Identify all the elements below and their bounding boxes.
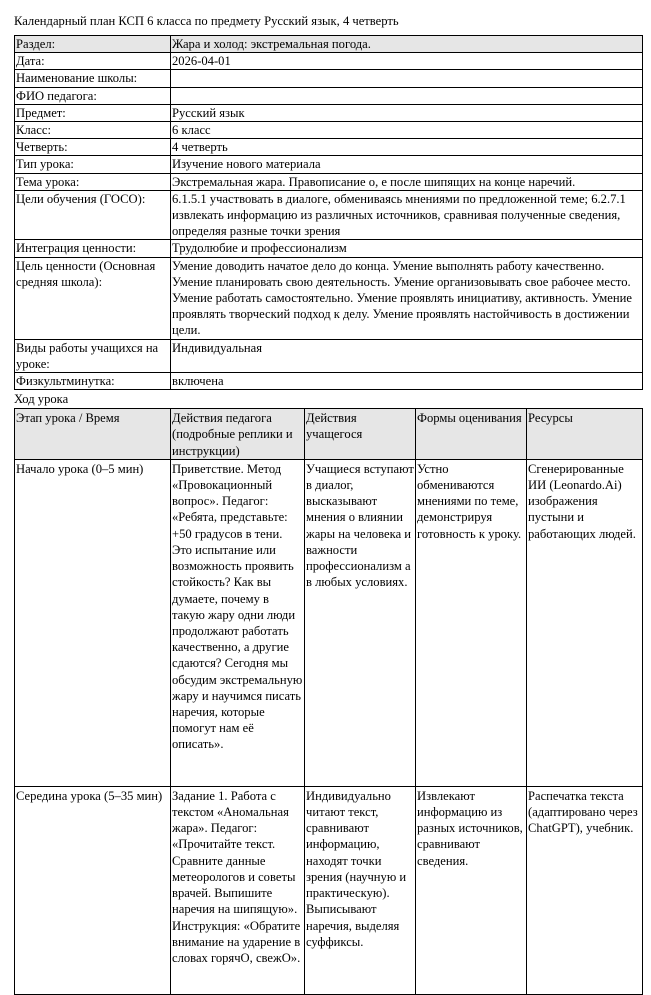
teacher-actions-cell: Задание 1. Работа с текстом «Аномальная жара». Педагог: «Прочитайте текст. Сравните данные метеорологов и советы врачей. Выпишите наречия на шипящую». Инструкция: «Обратите внимание на ударение в словах горячО, свежО». — [171, 786, 305, 994]
info-value — [171, 87, 643, 104]
info-value: Индивидуальная — [171, 339, 643, 372]
info-value: включена — [171, 373, 643, 390]
info-row-lesson-type — [15, 156, 643, 173]
lesson-flow-table — [14, 408, 643, 995]
info-label: Четверть: — [15, 139, 171, 156]
info-row-work-types — [15, 339, 643, 372]
info-label: Раздел: — [15, 36, 171, 53]
assessment-cell: Извлекают информацию из разных источников, сравнивают сведения. — [416, 786, 527, 994]
lesson-row-start — [15, 459, 643, 786]
lesson-header-row — [15, 409, 643, 460]
info-value: Умение доводить начатое дело до конца. Умение выполнять работу качественно. Умение планировать свою деятельность. Умение организовывать свое рабочее место. Умение работать самостоятельно. Умение проявлять инициативу, активность. Умение проявлять творческий подход к делу. Умение проявлять настойчивость в достижении цели. — [171, 257, 643, 339]
info-row-learning-goals — [15, 190, 643, 240]
lesson-row-middle — [15, 786, 643, 994]
info-label: Цели обучения (ГОСО): — [15, 190, 171, 240]
info-value: 4 четверть — [171, 139, 643, 156]
info-label: Цель ценности (Основная средняя школа): — [15, 257, 171, 339]
header-teacher-actions: Действия педагога (подробные реплики и инструкции) — [171, 409, 305, 460]
lesson-info-table — [14, 35, 643, 390]
info-label: Наименование школы: — [15, 70, 171, 87]
resources-cell: Сгенерированные ИИ (Leonardo.Ai) изображения пустыни и работающих людей. — [527, 459, 643, 786]
info-row-grade — [15, 122, 643, 139]
info-value: Русский язык — [171, 104, 643, 121]
header-stage: Этап урока / Время — [15, 409, 171, 460]
info-label: Интеграция ценности: — [15, 240, 171, 257]
student-actions-cell: Индивидуально читают текст, сравнивают информацию, находят точки зрения (научную и практическую). Выписывают наречия, выделяя суффиксы. — [305, 786, 416, 994]
info-value: 6 класс — [171, 122, 643, 139]
info-label: Дата: — [15, 53, 171, 70]
info-row-school — [15, 70, 643, 87]
info-value: 6.1.5.1 участвовать в диалоге, обмениваясь мнениями по предложенной теме; 6.2.7.1 извлекать информацию из различных источников, сравнивая полученные сведения, определяя разные точки зрения — [171, 190, 643, 240]
info-value — [171, 70, 643, 87]
info-row-date — [15, 53, 643, 70]
header-assessment: Формы оценивания — [416, 409, 527, 460]
info-value: Изучение нового материала — [171, 156, 643, 173]
stage-cell: Начало урока (0–5 мин) — [15, 459, 171, 786]
info-row-topic — [15, 173, 643, 190]
info-label: Предмет: — [15, 104, 171, 121]
info-row-subject — [15, 104, 643, 121]
info-row-teacher-name — [15, 87, 643, 104]
lesson-flow-heading: Ход урока — [14, 392, 69, 407]
document-title: Календарный план КСП 6 класса по предмету Русский язык, 4 четверть — [14, 14, 399, 28]
info-label: Класс: — [15, 122, 171, 139]
info-row-quarter — [15, 139, 643, 156]
info-label: ФИО педагога: — [15, 87, 171, 104]
assessment-cell: Устно обмениваются мнениями по теме, демонстрируя готовность к уроку. — [416, 459, 527, 786]
info-value: Трудолюбие и профессионализм — [171, 240, 643, 257]
header-resources: Ресурсы — [527, 409, 643, 460]
info-row-section — [15, 36, 643, 53]
info-value: Экстремальная жара. Правописание о, е после шипящих на конце наречий. — [171, 173, 643, 190]
document-page — [14, 10, 642, 995]
info-row-value-integration — [15, 240, 643, 257]
resources-cell: Распечатка текста (адаптировано через ChatGPT), учебник. — [527, 786, 643, 994]
info-value: 2026-04-01 — [171, 53, 643, 70]
info-value: Жара и холод: экстремальная погода. — [171, 36, 643, 53]
stage-cell: Середина урока (5–35 мин) — [15, 786, 171, 994]
teacher-actions-cell: Приветствие. Метод «Провокационный вопрос». Педагог: «Ребята, представьте: +50 градусов в тени. Это испытание или возможность проявить стойкость? Как вы думаете, почему в такую жару одни люди продолжают работать качественно, а другие сдаются? Сегодня мы обсудим экстремальную жару и научимся писать наречия, которые помогут нам её описать». — [171, 459, 305, 786]
header-student-actions: Действия учащегося — [305, 409, 416, 460]
student-actions-cell: Учащиеся вступают в диалог, высказывают мнения о влиянии жары на человека и важности профессионализм а в любых условиях. — [305, 459, 416, 786]
info-label: Тип урока: — [15, 156, 171, 173]
info-label: Физкультминутка: — [15, 373, 171, 390]
info-row-pe-break — [15, 373, 643, 390]
info-label: Тема урока: — [15, 173, 171, 190]
info-label: Виды работы учащихся на уроке: — [15, 339, 171, 372]
info-row-value-goal — [15, 257, 643, 339]
